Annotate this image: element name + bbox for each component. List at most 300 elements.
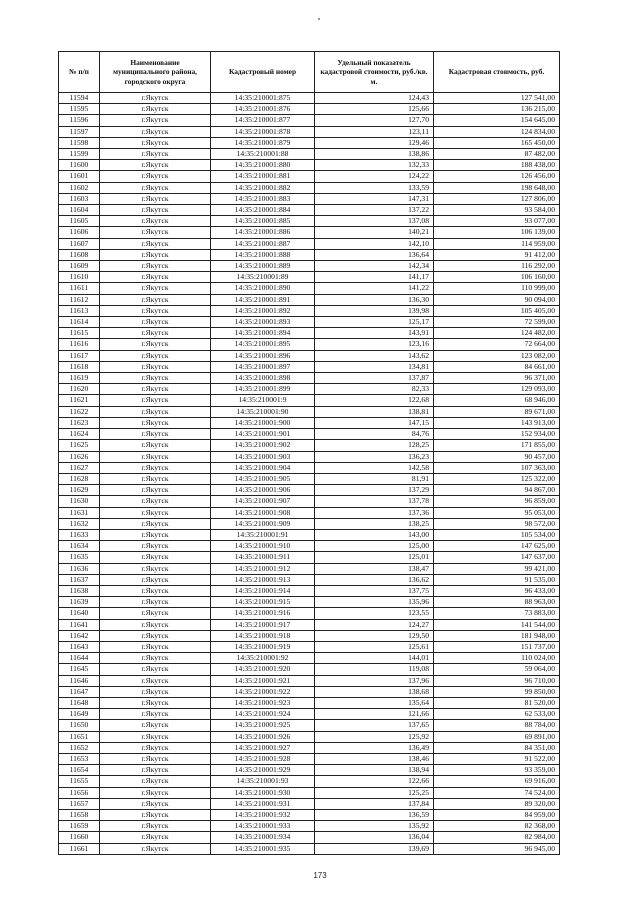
table-row (59, 776, 560, 787)
cell-cadastral-number: 14:35:210001:918 (211, 630, 315, 641)
cell-row-number: 11661 (59, 843, 100, 854)
cell-cadastral-number: 14:35:210001:921 (211, 675, 315, 686)
cell-cadastral-value: 74 524,00 (434, 787, 560, 798)
cell-specific-indicator: 81,91 (315, 473, 434, 484)
cell-cadastral-number: 14:35:210001:884 (211, 205, 315, 216)
cell-cadastral-number: 14:35:210001:880 (211, 160, 315, 171)
cell-municipality: г.Якутск (100, 317, 211, 328)
cell-cadastral-value: 88 963,00 (434, 597, 560, 608)
cell-cadastral-value: 96 371,00 (434, 373, 560, 384)
cell-specific-indicator: 123,11 (315, 126, 434, 137)
header-specific-indicator: Удельный показатель кадастровой стоимости, руб./кв. м. (315, 52, 434, 93)
cell-row-number: 11638 (59, 585, 100, 596)
cell-cadastral-value: 106 160,00 (434, 272, 560, 283)
cell-row-number: 11629 (59, 485, 100, 496)
cell-row-number: 11596 (59, 115, 100, 126)
cell-row-number: 11650 (59, 720, 100, 731)
table-row (59, 832, 560, 843)
cell-cadastral-number: 14:35:210001:90 (211, 406, 315, 417)
cell-row-number: 11602 (59, 182, 100, 193)
cell-municipality: г.Якутск (100, 462, 211, 473)
cell-cadastral-value: 90 457,00 (434, 451, 560, 462)
table-row (59, 294, 560, 305)
cell-row-number: 11641 (59, 619, 100, 630)
cell-specific-indicator: 139,69 (315, 843, 434, 854)
cell-municipality: г.Якутск (100, 697, 211, 708)
cell-cadastral-value: 91 412,00 (434, 249, 560, 260)
table-row (59, 843, 560, 854)
cell-specific-indicator: 138,86 (315, 149, 434, 160)
cell-row-number: 11645 (59, 664, 100, 675)
cell-municipality: г.Якутск (100, 361, 211, 372)
cell-municipality: г.Якутск (100, 137, 211, 148)
cell-cadastral-number: 14:35:210001:920 (211, 664, 315, 675)
table-row (59, 193, 560, 204)
cell-row-number: 11655 (59, 776, 100, 787)
cell-row-number: 11644 (59, 653, 100, 664)
cell-row-number: 11621 (59, 395, 100, 406)
cell-row-number: 11625 (59, 440, 100, 451)
cell-municipality: г.Якутск (100, 193, 211, 204)
cell-cadastral-number: 14:35:210001:891 (211, 294, 315, 305)
cell-cadastral-number: 14:35:210001:923 (211, 697, 315, 708)
table-row (59, 821, 560, 832)
cell-specific-indicator: 137,36 (315, 507, 434, 518)
cell-municipality: г.Якутск (100, 653, 211, 664)
cell-municipality: г.Якутск (100, 552, 211, 563)
cell-cadastral-value: 171 855,00 (434, 440, 560, 451)
cell-cadastral-number: 14:35:210001:900 (211, 417, 315, 428)
cell-row-number: 11654 (59, 765, 100, 776)
table-row (59, 429, 560, 440)
cell-cadastral-number: 14:35:210001:899 (211, 384, 315, 395)
cell-row-number: 11648 (59, 697, 100, 708)
cell-row-number: 11632 (59, 518, 100, 529)
cell-specific-indicator: 123,16 (315, 339, 434, 350)
cell-row-number: 11611 (59, 283, 100, 294)
table-row (59, 529, 560, 540)
cell-municipality: г.Якутск (100, 731, 211, 742)
cell-specific-indicator: 122,66 (315, 776, 434, 787)
cell-municipality: г.Якутск (100, 115, 211, 126)
cell-municipality: г.Якутск (100, 563, 211, 574)
table-row (59, 742, 560, 753)
cell-specific-indicator: 123,55 (315, 608, 434, 619)
cell-specific-indicator: 142,58 (315, 462, 434, 473)
cell-specific-indicator: 128,25 (315, 440, 434, 451)
cell-row-number: 11636 (59, 563, 100, 574)
cell-municipality: г.Якутск (100, 417, 211, 428)
cell-municipality: г.Якутск (100, 821, 211, 832)
cell-row-number: 11624 (59, 429, 100, 440)
table-row (59, 731, 560, 742)
cell-row-number: 11627 (59, 462, 100, 473)
cell-municipality: г.Якутск (100, 843, 211, 854)
cell-specific-indicator: 125,00 (315, 541, 434, 552)
table-header-row (59, 52, 560, 93)
cell-municipality: г.Якутск (100, 182, 211, 193)
table-body (59, 93, 560, 855)
page-number: 173 (313, 871, 327, 880)
cell-row-number: 11656 (59, 787, 100, 798)
cell-cadastral-value: 72 664,00 (434, 339, 560, 350)
cell-cadastral-number: 14:35:210001:911 (211, 552, 315, 563)
cell-cadastral-value: 91 535,00 (434, 574, 560, 585)
table-row (59, 160, 560, 171)
cell-cadastral-value: 62 533,00 (434, 709, 560, 720)
cell-specific-indicator: 129,50 (315, 630, 434, 641)
table-row (59, 787, 560, 798)
cell-row-number: 11609 (59, 261, 100, 272)
cadastral-table-container (58, 51, 559, 855)
table-row (59, 283, 560, 294)
cell-cadastral-number: 14:35:210001:878 (211, 126, 315, 137)
cell-cadastral-number: 14:35:210001:889 (211, 261, 315, 272)
cell-row-number: 11640 (59, 608, 100, 619)
table-row (59, 765, 560, 776)
cell-cadastral-number: 14:35:210001:916 (211, 608, 315, 619)
cell-cadastral-value: 96 859,00 (434, 496, 560, 507)
cell-cadastral-value: 105 405,00 (434, 305, 560, 316)
cell-cadastral-value: 110 999,00 (434, 283, 560, 294)
cell-cadastral-number: 14:35:210001:887 (211, 238, 315, 249)
cell-cadastral-number: 14:35:210001:897 (211, 361, 315, 372)
cell-row-number: 11594 (59, 93, 100, 104)
cell-specific-indicator: 135,64 (315, 697, 434, 708)
table-row (59, 462, 560, 473)
table-row (59, 619, 560, 630)
cell-cadastral-value: 90 094,00 (434, 294, 560, 305)
cell-municipality: г.Якутск (100, 473, 211, 484)
table-row (59, 697, 560, 708)
cell-row-number: 11659 (59, 821, 100, 832)
cell-municipality: г.Якутск (100, 798, 211, 809)
cell-cadastral-value: 124 834,00 (434, 126, 560, 137)
cell-municipality: г.Якутск (100, 597, 211, 608)
table-row (59, 339, 560, 350)
cell-cadastral-number: 14:35:210001:892 (211, 305, 315, 316)
table-row (59, 361, 560, 372)
cell-municipality: г.Якутск (100, 832, 211, 843)
table-row (59, 417, 560, 428)
cell-specific-indicator: 133,59 (315, 182, 434, 193)
cell-cadastral-value: 143 913,00 (434, 417, 560, 428)
cell-cadastral-value: 87 482,00 (434, 149, 560, 160)
cell-municipality: г.Якутск (100, 608, 211, 619)
cell-specific-indicator: 137,87 (315, 373, 434, 384)
cell-cadastral-value: 99 421,00 (434, 563, 560, 574)
cell-row-number: 11651 (59, 731, 100, 742)
cell-cadastral-value: 91 522,00 (434, 753, 560, 764)
table-row (59, 406, 560, 417)
cell-specific-indicator: 82,33 (315, 384, 434, 395)
cell-specific-indicator: 125,01 (315, 552, 434, 563)
table-row (59, 249, 560, 260)
cell-row-number: 11608 (59, 249, 100, 260)
cell-cadastral-number: 14:35:210001:886 (211, 227, 315, 238)
table-row (59, 597, 560, 608)
cell-specific-indicator: 136,64 (315, 249, 434, 260)
cell-cadastral-value: 151 737,00 (434, 641, 560, 652)
cell-municipality: г.Якутск (100, 619, 211, 630)
table-row (59, 317, 560, 328)
cell-row-number: 11639 (59, 597, 100, 608)
cell-specific-indicator: 125,66 (315, 104, 434, 115)
cell-cadastral-value: 89 671,00 (434, 406, 560, 417)
table-row (59, 630, 560, 641)
cell-cadastral-number: 14:35:210001:882 (211, 182, 315, 193)
cell-cadastral-value: 95 053,00 (434, 507, 560, 518)
cell-specific-indicator: 125,17 (315, 317, 434, 328)
cell-municipality: г.Якутск (100, 272, 211, 283)
cell-row-number: 11599 (59, 149, 100, 160)
cell-specific-indicator: 124,43 (315, 93, 434, 104)
cell-cadastral-number: 14:35:210001:893 (211, 317, 315, 328)
cell-cadastral-number: 14:35:210001:924 (211, 709, 315, 720)
cell-municipality: г.Якутск (100, 574, 211, 585)
cell-municipality: г.Якутск (100, 384, 211, 395)
cell-row-number: 11635 (59, 552, 100, 563)
cell-municipality: г.Якутск (100, 227, 211, 238)
cell-cadastral-value: 127 806,00 (434, 193, 560, 204)
cell-municipality: г.Якутск (100, 742, 211, 753)
cell-specific-indicator: 142,34 (315, 261, 434, 272)
cell-cadastral-value: 141 544,00 (434, 619, 560, 630)
cell-specific-indicator: 136,23 (315, 451, 434, 462)
cell-specific-indicator: 138,81 (315, 406, 434, 417)
cell-specific-indicator: 142,10 (315, 238, 434, 249)
cell-cadastral-value: 96 710,00 (434, 675, 560, 686)
cell-municipality: г.Якутск (100, 406, 211, 417)
cell-specific-indicator: 136,49 (315, 742, 434, 753)
cell-cadastral-number: 14:35:210001:935 (211, 843, 315, 854)
cell-cadastral-number: 14:35:210001:877 (211, 115, 315, 126)
cell-cadastral-value: 99 850,00 (434, 686, 560, 697)
cell-row-number: 11653 (59, 753, 100, 764)
cell-cadastral-number: 14:35:210001:914 (211, 585, 315, 596)
cell-cadastral-number: 14:35:210001:913 (211, 574, 315, 585)
table-row (59, 216, 560, 227)
cell-municipality: г.Якутск (100, 641, 211, 652)
cell-specific-indicator: 147,31 (315, 193, 434, 204)
cell-cadastral-value: 129 093,00 (434, 384, 560, 395)
cell-cadastral-number: 14:35:210001:912 (211, 563, 315, 574)
header-cadastral-number: Кадастровый номер (211, 52, 315, 93)
cell-municipality: г.Якутск (100, 93, 211, 104)
table-row (59, 496, 560, 507)
cell-cadastral-number: 14:35:210001:906 (211, 485, 315, 496)
cell-row-number: 11634 (59, 541, 100, 552)
cell-municipality: г.Якутск (100, 485, 211, 496)
cell-municipality: г.Якутск (100, 373, 211, 384)
cell-municipality: г.Якутск (100, 339, 211, 350)
cell-row-number: 11606 (59, 227, 100, 238)
cell-cadastral-number: 14:35:210001:917 (211, 619, 315, 630)
table-row (59, 664, 560, 675)
cell-cadastral-value: 81 520,00 (434, 697, 560, 708)
table-row (59, 585, 560, 596)
cell-row-number: 11626 (59, 451, 100, 462)
cell-specific-indicator: 144,01 (315, 653, 434, 664)
cell-municipality: г.Якутск (100, 249, 211, 260)
cell-cadastral-value: 198 648,00 (434, 182, 560, 193)
table-row (59, 552, 560, 563)
cell-specific-indicator: 125,61 (315, 641, 434, 652)
cell-cadastral-number: 14:35:210001:929 (211, 765, 315, 776)
cell-cadastral-number: 14:35:210001:888 (211, 249, 315, 260)
table-row (59, 810, 560, 821)
cell-cadastral-value: 89 320,00 (434, 798, 560, 809)
cell-specific-indicator: 137,29 (315, 485, 434, 496)
cell-municipality: г.Якутск (100, 328, 211, 339)
cell-row-number: 11614 (59, 317, 100, 328)
cell-row-number: 11658 (59, 810, 100, 821)
cell-row-number: 11595 (59, 104, 100, 115)
cell-cadastral-value: 123 082,00 (434, 350, 560, 361)
cell-specific-indicator: 125,25 (315, 787, 434, 798)
cell-cadastral-number: 14:35:210001:926 (211, 731, 315, 742)
cell-cadastral-number: 14:35:210001:879 (211, 137, 315, 148)
cell-row-number: 11646 (59, 675, 100, 686)
cell-cadastral-value: 165 450,00 (434, 137, 560, 148)
cell-specific-indicator: 132,33 (315, 160, 434, 171)
cell-cadastral-number: 14:35:210001:922 (211, 686, 315, 697)
table-row (59, 485, 560, 496)
cell-cadastral-number: 14:35:210001:928 (211, 753, 315, 764)
cell-specific-indicator: 138,68 (315, 686, 434, 697)
cell-row-number: 11598 (59, 137, 100, 148)
cell-municipality: г.Якутск (100, 541, 211, 552)
cell-cadastral-number: 14:35:210001:894 (211, 328, 315, 339)
cell-cadastral-number: 14:35:210001:89 (211, 272, 315, 283)
cell-municipality: г.Якутск (100, 350, 211, 361)
cell-cadastral-value: 125 322,00 (434, 473, 560, 484)
cell-cadastral-value: 147 625,00 (434, 541, 560, 552)
cell-municipality: г.Якутск (100, 294, 211, 305)
cell-municipality: г.Якутск (100, 216, 211, 227)
cell-cadastral-value: 181 948,00 (434, 630, 560, 641)
cell-municipality: г.Якутск (100, 787, 211, 798)
table-row (59, 93, 560, 104)
table-row (59, 115, 560, 126)
cell-row-number: 11623 (59, 417, 100, 428)
cell-cadastral-value: 93 584,00 (434, 205, 560, 216)
cell-specific-indicator: 138,47 (315, 563, 434, 574)
table-row (59, 720, 560, 731)
table-row (59, 753, 560, 764)
cell-specific-indicator: 137,08 (315, 216, 434, 227)
cell-cadastral-value: 84 959,00 (434, 810, 560, 821)
cell-municipality: г.Якутск (100, 810, 211, 821)
table-row (59, 473, 560, 484)
cell-row-number: 11660 (59, 832, 100, 843)
table-row (59, 205, 560, 216)
cell-cadastral-value: 126 456,00 (434, 171, 560, 182)
cell-row-number: 11657 (59, 798, 100, 809)
cell-cadastral-number: 14:35:210001:881 (211, 171, 315, 182)
cell-municipality: г.Якутск (100, 429, 211, 440)
cell-municipality: г.Якутск (100, 126, 211, 137)
cell-specific-indicator: 143,91 (315, 328, 434, 339)
cell-specific-indicator: 121,66 (315, 709, 434, 720)
cell-specific-indicator: 127,70 (315, 115, 434, 126)
cell-municipality: г.Якутск (100, 675, 211, 686)
table-row (59, 227, 560, 238)
cell-municipality: г.Якутск (100, 507, 211, 518)
cell-cadastral-number: 14:35:210001:915 (211, 597, 315, 608)
table-row (59, 798, 560, 809)
cell-cadastral-value: 96 945,00 (434, 843, 560, 854)
cell-cadastral-number: 14:35:210001:927 (211, 742, 315, 753)
cell-cadastral-value: 110 024,00 (434, 653, 560, 664)
cell-cadastral-value: 73 883,00 (434, 608, 560, 619)
cell-cadastral-value: 93 077,00 (434, 216, 560, 227)
table-row (59, 507, 560, 518)
cell-municipality: г.Якутск (100, 440, 211, 451)
cell-cadastral-number: 14:35:210001:902 (211, 440, 315, 451)
cell-cadastral-number: 14:35:210001:909 (211, 518, 315, 529)
cell-municipality: г.Якутск (100, 720, 211, 731)
cell-specific-indicator: 136,04 (315, 832, 434, 843)
table-row (59, 395, 560, 406)
cell-specific-indicator: 143,62 (315, 350, 434, 361)
cell-municipality: г.Якутск (100, 283, 211, 294)
cell-row-number: 11613 (59, 305, 100, 316)
cell-cadastral-number: 14:35:210001:933 (211, 821, 315, 832)
cell-specific-indicator: 141,22 (315, 283, 434, 294)
cell-municipality: г.Якутск (100, 709, 211, 720)
cell-cadastral-number: 14:35:210001:93 (211, 776, 315, 787)
cell-cadastral-number: 14:35:210001:885 (211, 216, 315, 227)
cell-specific-indicator: 84,76 (315, 429, 434, 440)
cell-cadastral-number: 14:35:210001:883 (211, 193, 315, 204)
cadastral-value-table (58, 51, 560, 855)
cell-row-number: 11620 (59, 384, 100, 395)
cell-cadastral-number: 14:35:210001:875 (211, 93, 315, 104)
cell-cadastral-number: 14:35:210001:919 (211, 641, 315, 652)
cell-cadastral-value: 114 959,00 (434, 238, 560, 249)
table-row (59, 272, 560, 283)
cell-specific-indicator: 141,17 (315, 272, 434, 283)
cell-row-number: 11622 (59, 406, 100, 417)
cell-specific-indicator: 137,75 (315, 585, 434, 596)
cell-specific-indicator: 137,78 (315, 496, 434, 507)
table-row (59, 171, 560, 182)
cell-specific-indicator: 137,96 (315, 675, 434, 686)
cell-cadastral-number: 14:35:210001:908 (211, 507, 315, 518)
cell-municipality: г.Якутск (100, 529, 211, 540)
cell-cadastral-value: 136 215,00 (434, 104, 560, 115)
cell-municipality: г.Якутск (100, 238, 211, 249)
table-row (59, 350, 560, 361)
cell-cadastral-value: 88 784,00 (434, 720, 560, 731)
cell-municipality: г.Якутск (100, 160, 211, 171)
table-row (59, 451, 560, 462)
cell-cadastral-value: 82 368,00 (434, 821, 560, 832)
cell-municipality: г.Якутск (100, 261, 211, 272)
cell-cadastral-number: 14:35:210001:901 (211, 429, 315, 440)
cell-municipality: г.Якутск (100, 518, 211, 529)
cell-cadastral-value: 127 541,00 (434, 93, 560, 104)
cell-municipality: г.Якутск (100, 776, 211, 787)
table-row (59, 541, 560, 552)
cell-specific-indicator: 119,08 (315, 664, 434, 675)
cell-row-number: 11643 (59, 641, 100, 652)
table-row (59, 182, 560, 193)
cell-cadastral-value: 72 599,00 (434, 317, 560, 328)
cell-cadastral-number: 14:35:210001:896 (211, 350, 315, 361)
table-row (59, 641, 560, 652)
